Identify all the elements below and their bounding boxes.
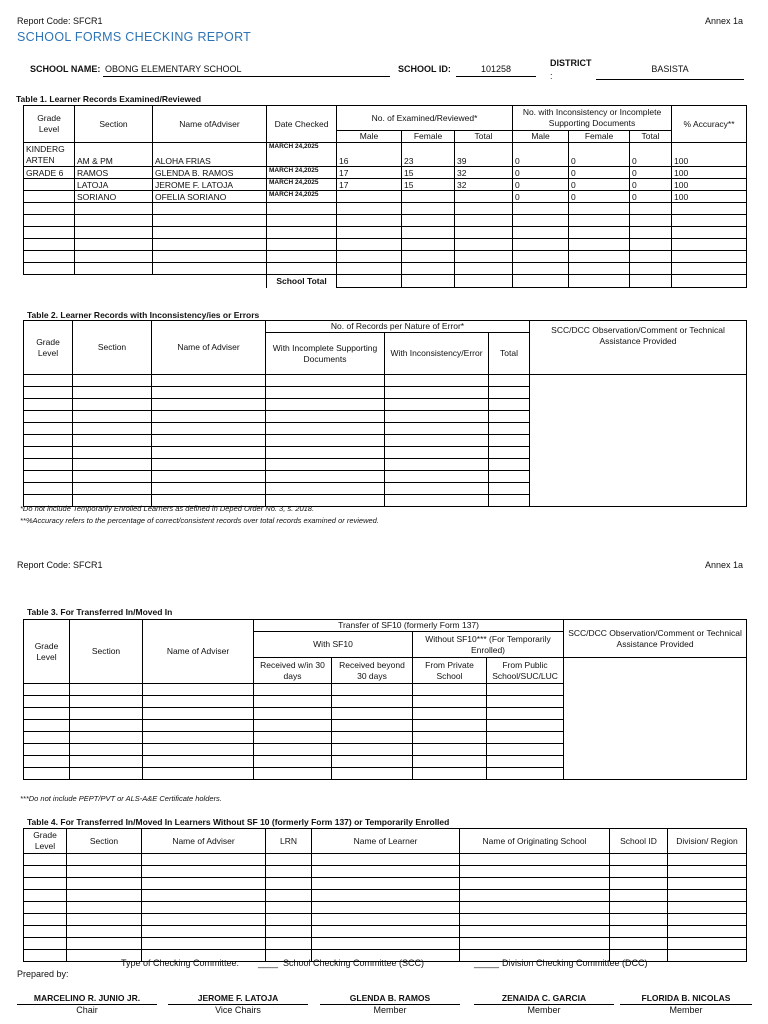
cell-adviser: ALOHA FRIAS (153, 143, 267, 167)
school-name-label: SCHOOL NAME: (30, 64, 101, 74)
cell-date: MARCH 24,2025 (267, 143, 337, 167)
cell-female: 23 (402, 143, 455, 167)
t1-header-section: Section (75, 106, 153, 143)
cell-date: MARCH 24,2025 (267, 191, 337, 203)
school-id-label: SCHOOL ID: (398, 64, 451, 74)
signatory-name: MARCELINO R. JUNIO JR. (33, 993, 141, 1003)
cell-section: RAMOS (75, 167, 153, 179)
table4-caption: Table 4. For Transferred In/Moved In Learners Without SF 10 (formerly Form 137) or Temporarily Enrolled (27, 817, 450, 827)
cell-i-male: 0 (513, 167, 569, 179)
t1-header-male: Male (337, 131, 402, 143)
cell-i-total: 0 (630, 143, 672, 167)
table-row (24, 239, 747, 251)
table-row (24, 203, 747, 215)
t4-header-grade: Grade Level (24, 829, 67, 854)
table-row (24, 926, 747, 938)
signatory-name: FLORIDA B. NICOLAS (641, 993, 731, 1003)
table-row (24, 780, 747, 792)
table4 (23, 828, 747, 962)
cell-male: 17 (337, 179, 402, 191)
table-row (24, 167, 747, 179)
cell-i-male: 0 (513, 143, 569, 167)
table-row (24, 375, 747, 387)
t3-header-beyond30: Received beyond 30 days (332, 658, 413, 684)
t3-header-grade: Grade Level (24, 620, 70, 684)
cell-male: 17 (337, 167, 402, 179)
page-title: SCHOOL FORMS CHECKING REPORT (17, 30, 252, 44)
signatory-role: Member (320, 1004, 460, 1015)
cell-grade: GRADE 6 (24, 167, 75, 179)
table-row (24, 854, 747, 866)
dcc-option: Division Checking Committee (DCC) (502, 958, 648, 968)
cell-section: LATOJA (75, 179, 153, 191)
t3-header-within30: Received w/in 30 days (254, 658, 332, 684)
t1-header-inconsistency: No. with Inconsistency or Incomplete Supporting Documents (513, 106, 672, 131)
cell-accuracy: 100 (672, 179, 747, 191)
cell-adviser: GLENDA B. RAMOS (153, 167, 267, 179)
school-name-field (103, 62, 390, 77)
table-row (24, 890, 747, 902)
t3-header-with-sf10: With SF10 (254, 632, 413, 658)
t3-observation-cell (564, 658, 747, 780)
t2-header-nature: No. of Records per Nature of Error* (266, 321, 530, 333)
cell-i-total: 0 (630, 167, 672, 179)
cell-adviser: JEROME F. LATOJA (153, 179, 267, 191)
t2-header-incomplete: With Incomplete Supporting Documents (266, 333, 385, 375)
signatory-chair (17, 993, 157, 1015)
t3-header-without-sf10: Without SF10*** (For Temporarily Enrolled) (413, 632, 564, 658)
signatory-member-1 (320, 993, 460, 1015)
t4-header-section: Section (67, 829, 142, 854)
t1-header-female: Female (402, 131, 455, 143)
t4-header-division: Division/ Region (668, 829, 747, 854)
cell-total: 32 (455, 167, 513, 179)
annex-label-2: Annex 1a (705, 560, 744, 570)
table3 (23, 619, 747, 792)
t3-header-public: From Public School/SUC/LUC (487, 658, 564, 684)
table-row (24, 191, 747, 203)
district-field (596, 62, 744, 80)
t3-header-private: From Private School (413, 658, 487, 684)
cell-total: 39 (455, 143, 513, 167)
t1-header-i-female: Female (569, 131, 630, 143)
t3-header-section: Section (70, 620, 143, 684)
t2-header-total: Total (489, 333, 530, 375)
t2-header-inconsistency: With Inconsistency/Error (385, 333, 489, 375)
table-row (24, 251, 747, 263)
district-colon: : (550, 71, 553, 81)
cell-grade (24, 179, 75, 191)
cell-i-total: 0 (630, 179, 672, 191)
cell-i-total: 0 (630, 191, 672, 203)
signatory-member-3 (620, 993, 752, 1015)
prepared-by-label: Prepared by: (17, 969, 69, 979)
t3-header-adviser: Name of Adviser (143, 620, 254, 684)
school-total-row (24, 275, 747, 288)
t4-header-lrn: LRN (266, 829, 312, 854)
report-code-2: Report Code: SFCR1 (17, 560, 103, 570)
table-row (24, 938, 747, 950)
signatory-name: JEROME F. LATOJA (197, 993, 279, 1003)
cell-female: 15 (402, 179, 455, 191)
t1-header-i-total: Total (630, 131, 672, 143)
signatory-name: ZENAIDA C. GARCIA (501, 993, 587, 1003)
t1-header-examined: No. of Examined/Reviewed* (337, 106, 513, 131)
cell-male (337, 191, 402, 203)
footnote-3: ***Do not include PEPT/PVT or ALS-A&E Certificate holders. (20, 794, 222, 803)
cell-i-female: 0 (569, 167, 630, 179)
signatory-name: GLENDA B. RAMOS (349, 993, 431, 1003)
cell-date: MARCH 24,2025 (267, 167, 337, 179)
t3-header-transfer: Transfer of SF10 (formerly Form 137) (254, 620, 564, 632)
footnote-1: *Do not include Temporarily Enrolled Learners as defined in Deped Order No. 3, s. 2018. (20, 504, 315, 513)
t1-header-date: Date Checked (267, 106, 337, 143)
cell-total: 32 (455, 179, 513, 191)
t2-observation-cell (530, 375, 747, 507)
table-row (24, 143, 747, 167)
table-row (24, 215, 747, 227)
school-name-value: OBONG ELEMENTARY SCHOOL (105, 64, 242, 74)
report-code: Report Code: SFCR1 (17, 16, 103, 26)
signatory-vice-chair (168, 993, 308, 1015)
signatory-role: Vice Chairs (168, 1004, 308, 1015)
t4-header-origin: Name of Originating School (460, 829, 610, 854)
t2-header-grade: Grade Level (24, 321, 73, 375)
cell-female: 15 (402, 167, 455, 179)
cell-accuracy: 100 (672, 191, 747, 203)
cell-grade (24, 191, 75, 203)
table-row (24, 866, 747, 878)
table-row (24, 914, 747, 926)
district-value: BASISTA (651, 64, 689, 74)
school-id-value: 101258 (480, 64, 512, 74)
table1 (23, 105, 747, 288)
t4-header-adviser: Name of Adviser (142, 829, 266, 854)
t1-header-total: Total (455, 131, 513, 143)
school-total-label: School Total (276, 276, 327, 287)
committee-type-label: Type of Checking Committee: (121, 958, 240, 968)
cell-adviser: OFELIA SORIANO (153, 191, 267, 203)
table3-caption: Table 3. For Transferred In/Moved In (27, 607, 173, 617)
signatory-member-2 (474, 993, 614, 1015)
annex-label: Annex 1a (705, 16, 744, 26)
cell-i-female: 0 (569, 191, 630, 203)
table-row (24, 878, 747, 890)
cell-i-male: 0 (513, 191, 569, 203)
table2 (23, 320, 747, 507)
district-label: DISTRICT (550, 58, 592, 68)
table1-caption: Table 1. Learner Records Examined/Reviewed (16, 94, 202, 104)
cell-section: AM & PM (75, 143, 153, 167)
signatory-role: Member (474, 1004, 614, 1015)
cell-i-female: 0 (569, 179, 630, 191)
signatory-role: Member (620, 1004, 752, 1015)
t1-header-accuracy: % Accuracy** (672, 106, 747, 143)
cell-accuracy: 100 (672, 167, 747, 179)
signatory-role: Chair (17, 1004, 157, 1015)
cell-female (402, 191, 455, 203)
t3-header-observation: SCC/DCC Observation/Comment or Technical Assistance Provided (564, 620, 747, 658)
table-row (24, 179, 747, 191)
table-row (24, 902, 747, 914)
t2-header-adviser: Name of Adviser (152, 321, 266, 375)
scc-option: School Checking Committee (SCC) (283, 958, 425, 968)
footnote-2: **%Accuracy refers to the percentage of correct/consistent records over total records examined or reviewed. (20, 516, 379, 525)
t2-header-observation: SCC/DCC Observation/Comment or Technical Assistance Provided (530, 321, 747, 375)
cell-male: 16 (337, 143, 402, 167)
dcc-blank: _____ (474, 958, 500, 968)
t4-header-learner: Name of Learner (312, 829, 460, 854)
table2-caption: Table 2. Learner Records with Inconsistency/ies or Errors (27, 310, 260, 320)
cell-section: SORIANO (75, 191, 153, 203)
table-row (24, 227, 747, 239)
cell-i-male: 0 (513, 179, 569, 191)
school-id-field (456, 62, 536, 77)
table-row (24, 263, 747, 275)
t1-header-grade: Grade Level (24, 106, 75, 143)
cell-date: MARCH 24,2025 (267, 179, 337, 191)
cell-total (455, 191, 513, 203)
t4-header-school-id: School ID (610, 829, 668, 854)
t2-header-section: Section (73, 321, 152, 375)
cell-grade: KINDERG ARTEN (24, 143, 75, 167)
t1-header-i-male: Male (513, 131, 569, 143)
t1-header-adviser: Name ofAdviser (153, 106, 267, 143)
cell-i-female: 0 (569, 143, 630, 167)
scc-blank: ____ (258, 958, 279, 968)
cell-accuracy: 100 (672, 143, 747, 167)
